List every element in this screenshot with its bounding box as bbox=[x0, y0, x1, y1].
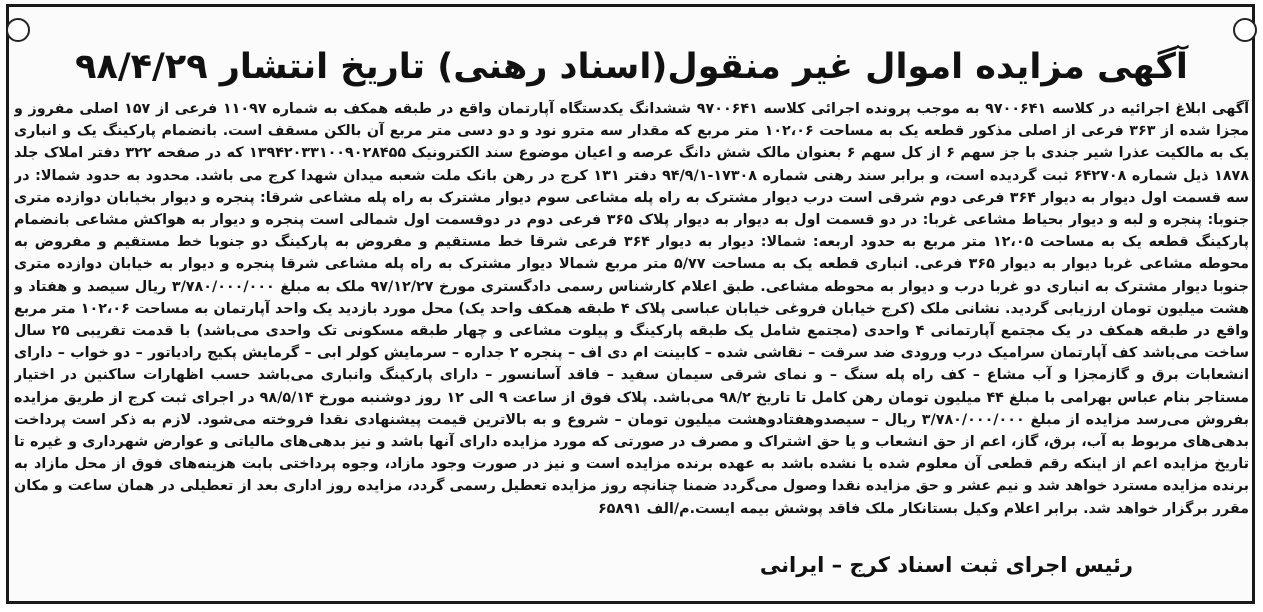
notice-title: آگهی مزایده اموال غیر منقول(اسناد رهنی) تاریخ انتشار ۹۸/۴/۲۹ bbox=[75, 47, 1188, 87]
decorative-circle bbox=[6, 18, 30, 42]
notice-body: آگهی ابلاغ اجرائیه در کلاسه ۹۷۰۰۶۴۱ به موجب پرونده اجرائی کلاسه ۹۷۰۰۶۴۱ ششدانگ یکدستگاه آپارتمان واقع در طبقه همکف به شماره ۱۱۰۹۷ فرعی از ۱۵۷ اصلی مفروز و مجزا شده از ۳۶۳ فرعی از اصلی مذکور قطعه یک به مساحت ۱۰۲،۰۶ متر مربع که مقدار سه مترو نود و دو دسی متر مربع آن بالکن مسقف است. بانضمام پارکینگ یک و انباری یک به مالکیت عذرا شیر جندی با جز سهم ۶ از کل سهم ۶ بعنوان مالک شش دانگ عرصه و اعیان موضوع سند الکترونیک ۱۳۹۴۲۰۳۳۱۰۰۹۰۲۸۴۵۵ که در صفحه ۳۲۲ دفتر املاک جلد ۱۸۷۸ ذیل شماره ۶۴۲۷۰۸ ثبت گردیده است، و برابر سند رهنی شماره ۱۷۳۰۸-۹۴/۹/۱ دفتر ۱۳۱ کرج در رهن بانک ملت شعبه میدان شهدا کرج می باشد. محدود به حدود شمالا: در سه قسمت اول دیوار به دیوار ۳۶۴ فرعی دوم شرقی است درب دیوار مشترک به راه پله مشاعی سوم دیوار مشترک به راه پله مشاعی شرقا: پنجره و دیوار بخیابان دوازده متری جنوبا: پنجره و لبه و دیوار بحیاط مشاعی غربا: در دو قسمت اول به دیوار به دیوار پلاک ۳۶۵ فرعی دوم در دوقسمت اول شمالی است پنجره و دیوار به هواکش مشاعی بانضمام پارکینگ قطعه یک به مساحت ۱۲،۰۵ متر مربع به حدود اربعه: شمالا: دیوار به دیوار ۳۶۴ فرعی شرقا خط مستقیم و مفروض به پارکینگ دو جنوبا خط مستقیم و مفروض به محوطه مشاعی غربا دیوار به دیوار ۳۶۵ فرعی. انباری قطعه یک به مساحت ۵/۷۷ متر مربع شمالا دیوار مشترک به راه پله مشاعی شرقا پنجره و دیوار به خیابان دوازده متری جنوبا دیوار مشترک به انباری دو غربا درب و دیوار به محوطه مشاعی. طبق اعلام کارشناس رسمی دادگستری مورخ ۹۷/۱۲/۲۷ ملک به مبلغ ۳/۷۸۰/۰۰۰/۰۰۰ ریال سیصد و هفتاد و هشت میلیون تومان ارزیابی گردید. نشانی ملک (کرج خیابان فروغی خیابان عباسی پلاک ۴ طبقه همکف واحد یک) محل مورد بازدید یک واحد آپارتمان به مساحت ۱۰۲،۰۶ متر مربع واقع در طبقه همکف در یک مجتمع آپارتمانی ۴ واحدی (مجتمع شامل یک طبقه پارکینگ و پیلوت مشاعی و چهار طبقه مسکونی تک واحدی می‌باشد) با قدمت تقریبی ۲۵ سال ساخت می‌باشد کف آپارتمان سرامیک درب ورودی ضد سرقت – نقاشی شده – کابینت ام دی اف – پنجره ۲ جداره – سرمایش کولر ابی – گرمایش پکیج رادیاتور – دو خواب – دارای انشعابات برق و گازمجزا و آب مشاع – کف راه پله سنگ – و نمای شرقی سیمان سفید – فاقد آسانسور – دارای پارکینگ وانباری می‌باشد حسب اظهارات ساکنین در اختیار مستاجر بنام عباس بهرامی با مبلغ ۴۴ میلیون تومان رهن کامل تا تاریخ ۹۸/۲ می‌باشد. پلاک فوق از ساعت ۹ الی ۱۲ روز دوشنبه مورخ ۹۸/۵/۱۴ در اجرای ثبت کرج از طریق مزایده بفروش می‌رسد مزایده از مبلغ ۳/۷۸۰/۰۰۰/۰۰۰ ریال – سیصدوهفتادوهشت میلیون تومان – شروع و به بالاترین قیمت پیشنهادی نقدا فروخته می‌شود. لازم به ذکر است پرداخت بدهی‌های مربوط به آب، برق، گاز، اعم از حق انشعاب و یا حق اشتراک و مصرف در صورتی که مورد مزایده دارای آنها باشد و نیز بدهی‌های مالیاتی و عوارض شهرداری و غیره تا تاریخ مزایده اعم از اینکه رقم قطعی آن معلوم شده یا نشده باشد به عهده برنده مزایده است و نیز در صورت وجود مازاد، وجوه پرداختی بابت هزینه‌های فوق از محل مازاد به برنده مزایده مسترد خواهد شد و نیم عشر و حق مزایده نقدا وصول می‌گردد ضمنا چنانچه روز مزایده تعطیل رسمی گردد، مزایده روز اداری بعد از تعطیلی در همان ساعت و مکان مقرر برگزار خواهد شد. برابر اعلام وکیل بستانکار ملک فاقد پوشش بیمه ایست.م/الف ۶۵۸۹۱ bbox=[14, 101, 1249, 517]
decorative-circle bbox=[1233, 18, 1257, 42]
notice-signature: رئیس اجرای ثبت اسناد کرج – ایرانی bbox=[759, 553, 1133, 577]
